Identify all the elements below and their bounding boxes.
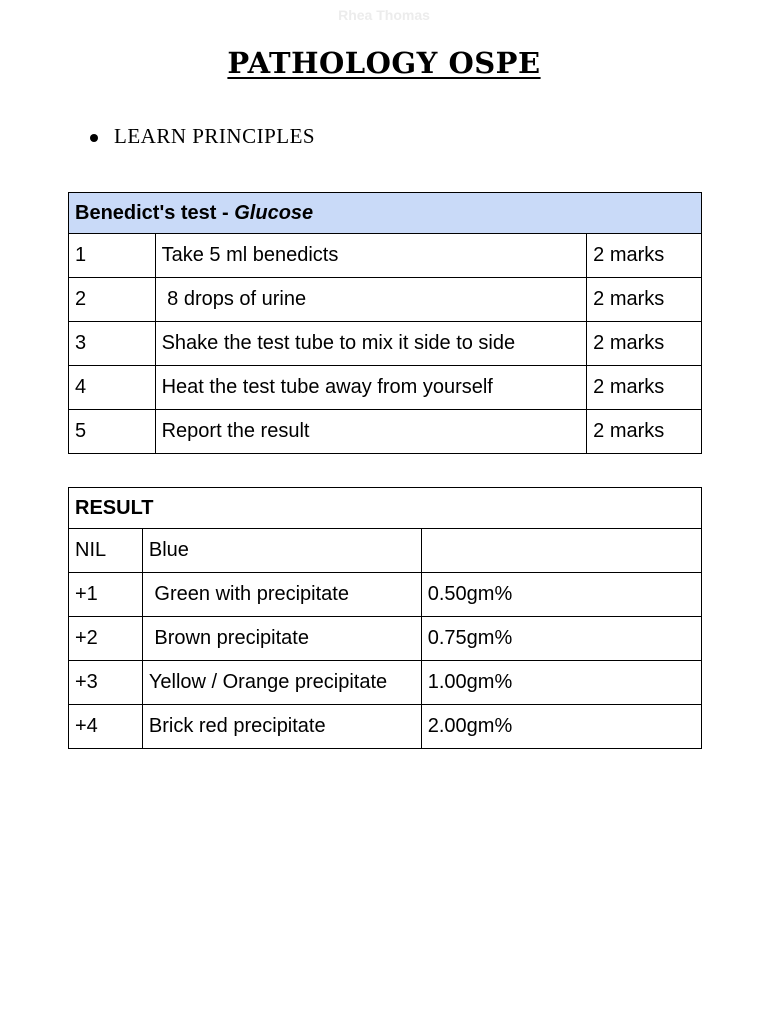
step-marks: 2 marks bbox=[587, 322, 702, 366]
result-value bbox=[421, 529, 701, 573]
table-row bbox=[69, 234, 702, 278]
step-number: 1 bbox=[69, 234, 156, 278]
test-table-header-italic: Glucose bbox=[234, 201, 314, 224]
result-value: 0.75gm% bbox=[421, 617, 701, 661]
result-table-header-row bbox=[69, 488, 702, 529]
step-number: 3 bbox=[69, 322, 156, 366]
bullet-dot-icon bbox=[90, 134, 98, 142]
table-row bbox=[69, 529, 702, 573]
result-grade: +1 bbox=[69, 573, 143, 617]
step-marks: 2 marks bbox=[587, 234, 702, 278]
result-grade: NIL bbox=[69, 529, 143, 573]
table-row bbox=[69, 661, 702, 705]
result-color: Brick red precipitate bbox=[142, 705, 421, 749]
page-title-text: PATHOLOGY OSPE bbox=[227, 46, 541, 80]
bullet-item-text: LEARN PRINCIPLES bbox=[114, 124, 316, 148]
result-value: 1.00gm% bbox=[421, 661, 701, 705]
page-title bbox=[0, 46, 768, 80]
step-marks: 2 marks bbox=[587, 366, 702, 410]
step-number: 5 bbox=[69, 410, 156, 454]
bullet-item bbox=[90, 124, 315, 149]
result-grade: +2 bbox=[69, 617, 143, 661]
table-row bbox=[69, 366, 702, 410]
test-table-header bbox=[69, 193, 702, 234]
table-row bbox=[69, 278, 702, 322]
result-table-header: RESULT bbox=[69, 488, 702, 529]
result-color: Blue bbox=[142, 529, 421, 573]
result-value: 2.00gm% bbox=[421, 705, 701, 749]
step-text: Report the result bbox=[155, 410, 587, 454]
watermark: Rhea Thomas bbox=[338, 7, 430, 23]
step-marks: 2 marks bbox=[587, 410, 702, 454]
table-row bbox=[69, 705, 702, 749]
result-grade: +4 bbox=[69, 705, 143, 749]
result-color: Green with precipitate bbox=[142, 573, 421, 617]
table-row bbox=[69, 573, 702, 617]
test-table-header-prefix: Benedict's test - bbox=[75, 201, 235, 224]
result-color: Brown precipitate bbox=[142, 617, 421, 661]
benedicts-test-table bbox=[68, 192, 702, 454]
result-table bbox=[68, 487, 702, 749]
step-number: 2 bbox=[69, 278, 156, 322]
result-color: Yellow / Orange precipitate bbox=[142, 661, 421, 705]
result-value: 0.50gm% bbox=[421, 573, 701, 617]
step-text: Heat the test tube away from yourself bbox=[155, 366, 587, 410]
table-row bbox=[69, 617, 702, 661]
bullet-list bbox=[90, 124, 315, 149]
test-table-header-row bbox=[69, 193, 702, 234]
step-text: Take 5 ml benedicts bbox=[155, 234, 587, 278]
table-row bbox=[69, 410, 702, 454]
step-number: 4 bbox=[69, 366, 156, 410]
step-text: Shake the test tube to mix it side to side bbox=[155, 322, 587, 366]
result-grade: +3 bbox=[69, 661, 143, 705]
step-text: 8 drops of urine bbox=[155, 278, 587, 322]
table-row bbox=[69, 322, 702, 366]
step-marks: 2 marks bbox=[587, 278, 702, 322]
